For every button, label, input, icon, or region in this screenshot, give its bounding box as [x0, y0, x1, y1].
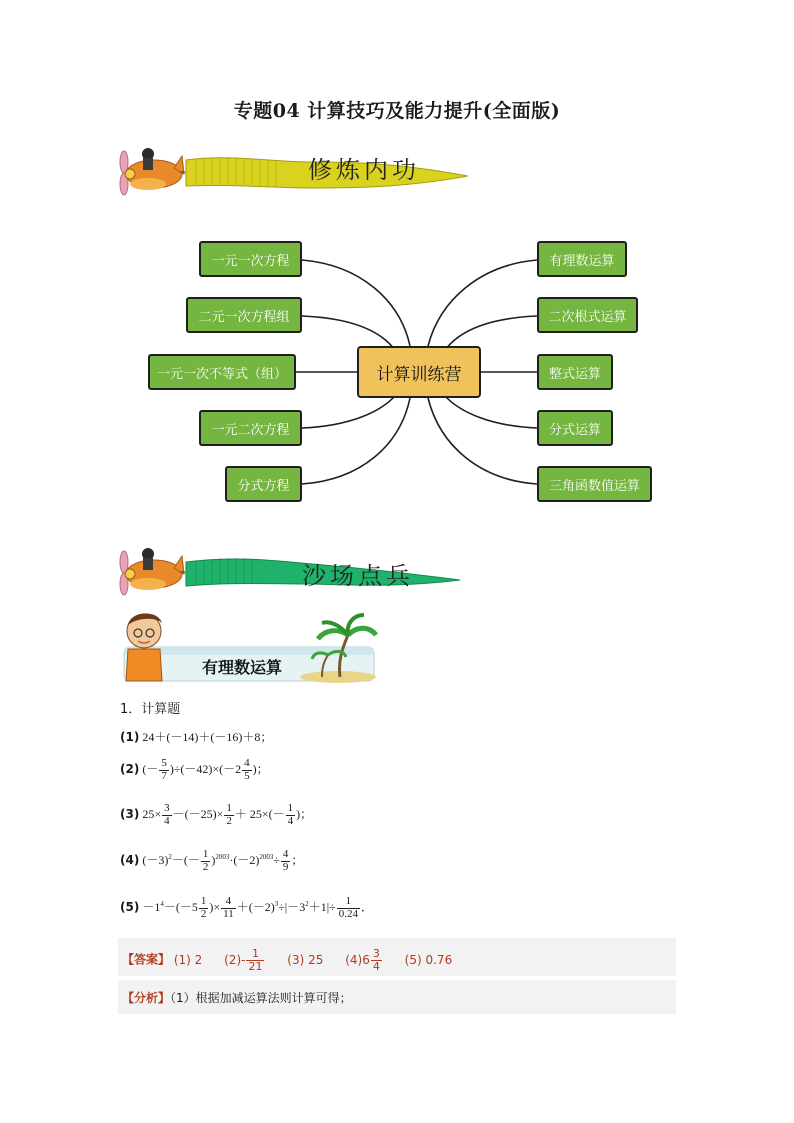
- fraction: $\frac{3}{4}$: [164, 802, 170, 827]
- fraction: $\frac{5}{7}$: [161, 757, 167, 782]
- banner-title: 修炼内功: [308, 156, 420, 184]
- mindmap-node-polynomial: 整式运算: [537, 354, 613, 390]
- fraction: $\frac{4}{5}$: [244, 757, 250, 782]
- mindmap-node-fractional-equation: 分式方程: [225, 466, 302, 502]
- answer-4: (4)6 $\frac{3}{4}$: [345, 947, 380, 973]
- question-item-3: (3) 25× $\frac{3}{4}$ －(－25)× $\frac{1}{2}$ ＋ 25×(－ $\frac{1}{4}$ )；: [120, 802, 313, 827]
- fraction: $\frac{4}{11}$: [223, 895, 234, 920]
- answer-1: (1) 2: [173, 952, 203, 967]
- fraction: $\frac{1}{2}$: [202, 848, 209, 873]
- fraction: $\frac{1}{0.24}$: [338, 895, 358, 920]
- fraction: $\frac{4}{9}$: [282, 848, 289, 873]
- answer-3: (3) 25: [287, 952, 324, 967]
- answer-label: 【答案】: [122, 952, 171, 967]
- mindmap-node-fraction: 分式运算: [537, 410, 613, 446]
- mindmap-node-rational: 有理数运算: [537, 241, 627, 277]
- fraction: $\frac{1}{4}$: [287, 802, 294, 827]
- airplane-flag-icon: [112, 540, 472, 602]
- section-title: 有理数运算: [202, 658, 283, 677]
- analysis-label: 【分析】: [122, 991, 171, 1005]
- question-item-5: $(5) -1^4-(-5$ $\frac{1}{2}$ )× $\frac{4}{11}$ $+(-2)^3\div|-3^2+1|\div$ $\frac{1}{0.24}$ ．: [120, 895, 373, 920]
- mindmap-node-linear-equation: 一元一次方程: [199, 241, 302, 277]
- answer-5: (5) 0.76: [404, 952, 453, 967]
- question-item-4: (4) $(-3)^2-(-$ $\frac{1}{2}$ )$^{2003}\cdot(-2)^{2003}\div$ $\frac{4}{9}$ ；: [120, 848, 304, 873]
- banner-shachang: [112, 540, 472, 602]
- mindmap-node-quadratic-equation: 一元二次方程: [199, 410, 302, 446]
- analysis-block: [118, 980, 676, 1014]
- fraction: $\frac{1}{2}$: [226, 802, 232, 827]
- answer-block: [118, 938, 676, 976]
- analysis-text: （1）根据加减运算法则计算可得；: [170, 991, 352, 1005]
- mindmap-node-linear-system: 二元一次方程组: [186, 297, 302, 333]
- answer-2: (2)- $\frac{1}{21}$: [224, 947, 263, 973]
- question-item-1: (1) 24＋(－14)＋(－16)＋8；: [120, 730, 273, 744]
- mindmap-node-radical: 二次根式运算: [537, 297, 638, 333]
- fraction: $\frac{1}{2}$: [200, 895, 207, 920]
- page-title: 专题04 计算技巧及能力提升(全面版): [233, 100, 561, 122]
- banner-title: 沙场点兵: [302, 562, 414, 590]
- mindmap-center: 计算训练营: [357, 346, 481, 398]
- mindmap-node-linear-inequality: 一元一次不等式（组）: [148, 354, 296, 390]
- question-heading: 1．计算题: [120, 702, 181, 717]
- question-item-2: (2) (－ $\frac{5}{7}$ )÷(－42)×(－2 $\frac{4}{5}$ )；: [120, 757, 269, 782]
- mindmap-node-trig: 三角函数值运算: [537, 466, 652, 502]
- mindmap-connectors: [0, 0, 794, 520]
- section-header: [118, 605, 380, 687]
